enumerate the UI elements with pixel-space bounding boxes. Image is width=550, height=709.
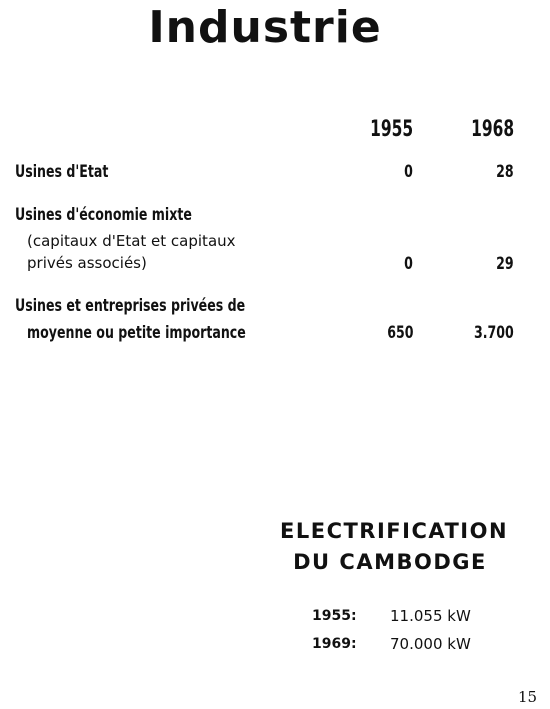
row-value-economie-mixte-1955: 0 (404, 254, 413, 274)
page-number: 15 (518, 688, 538, 706)
electrification-title-line2: DU CAMBODGE (293, 550, 487, 574)
electrification-value-1955: 11.055 kW (390, 607, 471, 625)
electrification-year-1969: 1969: (312, 636, 357, 652)
row-value-entreprises-privees-1955: 650 (386, 323, 413, 343)
row-sublabel-prives: privés associés) (27, 254, 147, 272)
row-sublabel-capitaux: (capitaux d'Etat et capitaux (27, 232, 236, 250)
row-value-entreprises-privees-1968: 3.700 (474, 323, 514, 343)
row-value-usines-etat-1968: 28 (496, 162, 514, 182)
electrification-title (280, 516, 509, 578)
row-label-entreprises-privees: Usines et entreprises privées de (15, 296, 246, 316)
row-value-economie-mixte-1968: 29 (496, 254, 514, 274)
column-header-1955: 1955 (370, 117, 413, 142)
page-title: Industrie (148, 2, 382, 53)
column-header-1968: 1968 (471, 117, 514, 142)
electrification-value-1969: 70.000 kW (390, 635, 471, 653)
row-label-usines-etat: Usines d'Etat (15, 162, 109, 182)
row-value-usines-etat-1955: 0 (404, 162, 413, 182)
row-label-economie-mixte: Usines d'économie mixte (15, 205, 192, 225)
electrification-title-line1: ELECTRIFICATION (280, 519, 509, 543)
electrification-year-1955: 1955: (312, 608, 357, 624)
row-label-entreprises-privees-line2: moyenne ou petite importance (27, 323, 246, 343)
